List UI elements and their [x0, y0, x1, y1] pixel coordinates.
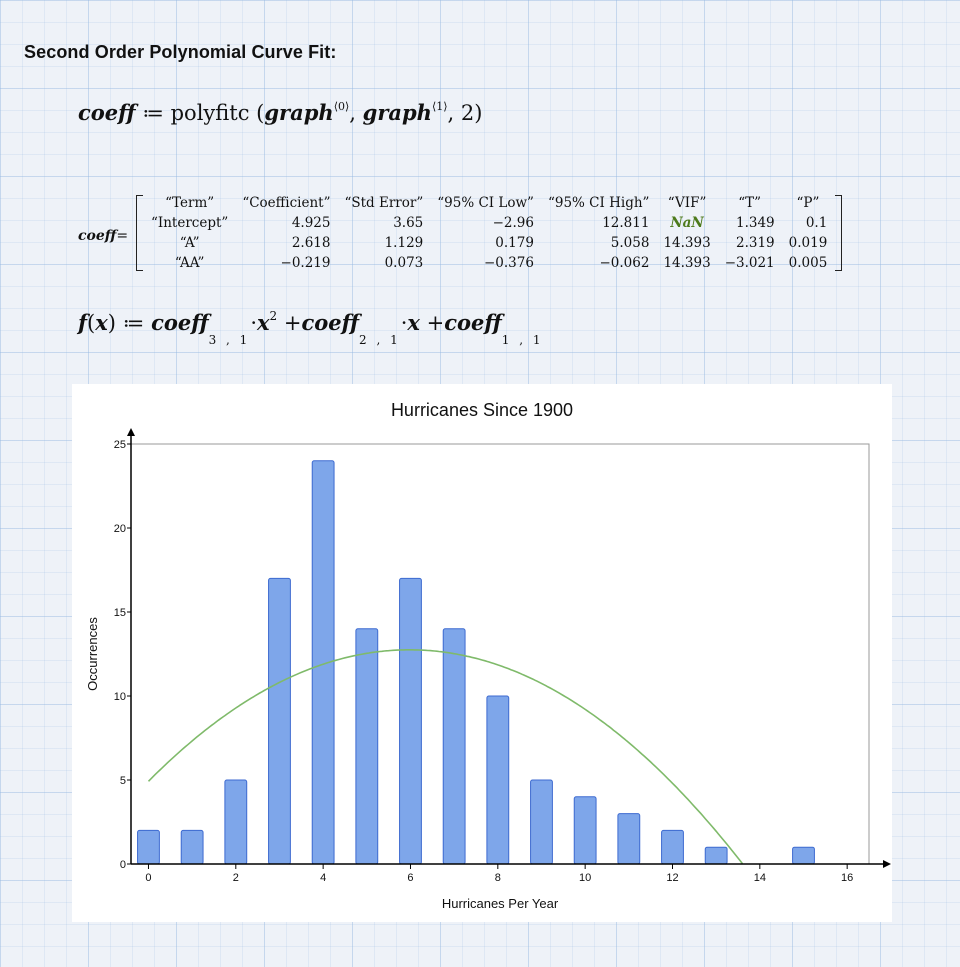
close-paren: ): [474, 101, 483, 125]
plus-operator: +: [426, 311, 445, 335]
col-1-superscript: ⟨1⟩: [431, 100, 448, 113]
y-tick-label: 10: [113, 691, 126, 703]
coeff-var: coeff: [78, 100, 136, 125]
matrix-table: [144, 193, 834, 273]
matrix-cell: 1.349: [736, 215, 775, 231]
col-0-superscript: ⟨0⟩: [333, 100, 350, 113]
matrix-cell: “95% CI High”: [547, 195, 650, 211]
close-paren: ): [107, 311, 116, 335]
matrix-cell: 14.393: [663, 255, 711, 271]
matrix-cell: 3.65: [393, 215, 424, 231]
matrix-cell: “Intercept”: [151, 215, 229, 231]
index-2-1: 2 , 1: [359, 333, 401, 347]
matrix-cell: 4.925: [291, 215, 331, 231]
coeff-result-matrix[interactable]: [136, 193, 842, 273]
left-bracket: [136, 195, 143, 271]
graph-arg-0: graph: [264, 100, 334, 125]
coeff-var: coeff: [151, 310, 209, 335]
y-tick-label: 15: [113, 607, 126, 619]
y-tick-label: 5: [119, 775, 126, 787]
y-tick-label: 20: [113, 523, 126, 535]
bar: [269, 578, 291, 864]
heading-colon: :: [330, 42, 337, 62]
graph-arg-1: graph: [362, 100, 432, 125]
index-3-1: 3 , 1: [208, 333, 251, 347]
dot-operator: ·: [250, 311, 257, 335]
x-axis-label: Hurricanes Per Year: [441, 896, 559, 911]
index-1-1: 1 , 1: [501, 333, 544, 347]
matrix-cell: 0.179: [495, 235, 534, 251]
x-tick-label: 8: [494, 872, 501, 884]
bar: [618, 814, 640, 864]
bar: [487, 696, 509, 864]
chart-svg: [72, 384, 892, 922]
y-tick-label: 25: [113, 439, 126, 451]
x-var: x: [407, 310, 420, 335]
matrix-cell: −2.96: [492, 215, 534, 231]
matrix-cell: “AA”: [174, 255, 205, 271]
bar: [400, 578, 422, 864]
bar: [181, 830, 203, 864]
bar: [531, 780, 553, 864]
degree-arg: 2: [460, 101, 475, 125]
equals-sign: =: [116, 228, 129, 244]
matrix-cell: 1.129: [384, 235, 424, 251]
exponent-2: 2: [269, 309, 278, 323]
bar: [138, 830, 160, 864]
comma: ,: [349, 101, 363, 125]
matrix-cell: “Coefficient”: [242, 195, 331, 211]
x-tick-label: 16: [841, 872, 854, 884]
matrix-cell: 0.073: [384, 255, 424, 271]
bar: [443, 629, 465, 864]
bar: [225, 780, 247, 864]
x-tick-label: 0: [145, 872, 152, 884]
heading-text: Second Order Polynomial Curve Fit: [24, 42, 331, 62]
comma: ,: [447, 101, 461, 125]
matrix-cell: 0.019: [788, 235, 828, 251]
matrix-cell: 5.058: [610, 235, 650, 251]
right-bracket: [835, 195, 842, 271]
f-name: f: [78, 310, 88, 335]
matrix-row: [144, 233, 834, 253]
matrix-label: [78, 228, 128, 244]
bar: [662, 830, 684, 864]
x-var: x: [257, 310, 270, 335]
matrix-cell: 2.319: [736, 235, 775, 251]
y-axis-arrow: [127, 428, 135, 436]
x-tick-label: 2: [232, 872, 239, 884]
assign-operator: ≔: [122, 311, 145, 335]
x-tick-label: 10: [579, 872, 592, 884]
fit-function-equation[interactable]: [78, 309, 544, 347]
assign-operator: ≔: [142, 101, 164, 125]
x-tick-label: 12: [666, 872, 679, 884]
matrix-cell: “95% CI Low”: [437, 195, 534, 211]
y-tick-label: 0: [119, 859, 126, 871]
matrix-cell: −3.021: [724, 255, 775, 271]
coeff-var: coeff: [301, 310, 359, 335]
matrix-cell: 0.1: [805, 215, 828, 231]
bar: [705, 847, 727, 864]
x-tick-label: 14: [753, 872, 766, 884]
hurricane-chart[interactable]: [72, 384, 892, 922]
dot-operator: ·: [400, 311, 408, 335]
matrix-row: [144, 253, 834, 273]
matrix-cell: −0.062: [599, 255, 650, 271]
matrix-cell: 12.811: [602, 215, 650, 231]
matrix-cell: “Std Error”: [344, 195, 424, 211]
matrix-cell: 14.393: [663, 235, 711, 251]
plus-operator: +: [283, 311, 302, 335]
matrix-cell: “Term”: [165, 195, 215, 211]
matrix-cell: “VIF”: [667, 195, 707, 211]
polyfit-equation[interactable]: [78, 100, 482, 125]
open-paren: (: [87, 311, 96, 335]
x-tick-label: 4: [320, 872, 327, 884]
matrix-cell: “P”: [796, 195, 820, 211]
matrix-cell: −0.376: [483, 255, 534, 271]
bar: [793, 847, 815, 864]
x-tick-label: 6: [407, 872, 414, 884]
matrix-cell: “T”: [738, 195, 762, 211]
matrix-cell: NaN: [670, 215, 704, 231]
matrix-cell: 2.618: [291, 235, 331, 251]
x-var: x: [95, 310, 108, 335]
matrix-row: [144, 213, 834, 233]
matrix-cell: 0.005: [788, 255, 828, 271]
chart-title: Hurricanes Since 1900: [390, 400, 574, 420]
bar: [574, 797, 596, 864]
matrix-cell: “A”: [179, 235, 200, 251]
polyfitc-function: polyfitc: [170, 101, 250, 125]
coeff-var: coeff: [78, 228, 117, 244]
y-axis-label: Occurrences: [85, 617, 100, 691]
matrix-header-row: [144, 193, 834, 213]
bar: [356, 629, 378, 864]
x-axis-arrow: [883, 860, 891, 868]
open-paren: (: [256, 101, 265, 125]
coeff-var: coeff: [444, 310, 502, 335]
section-heading: [24, 42, 336, 63]
matrix-cell: −0.219: [280, 255, 331, 271]
